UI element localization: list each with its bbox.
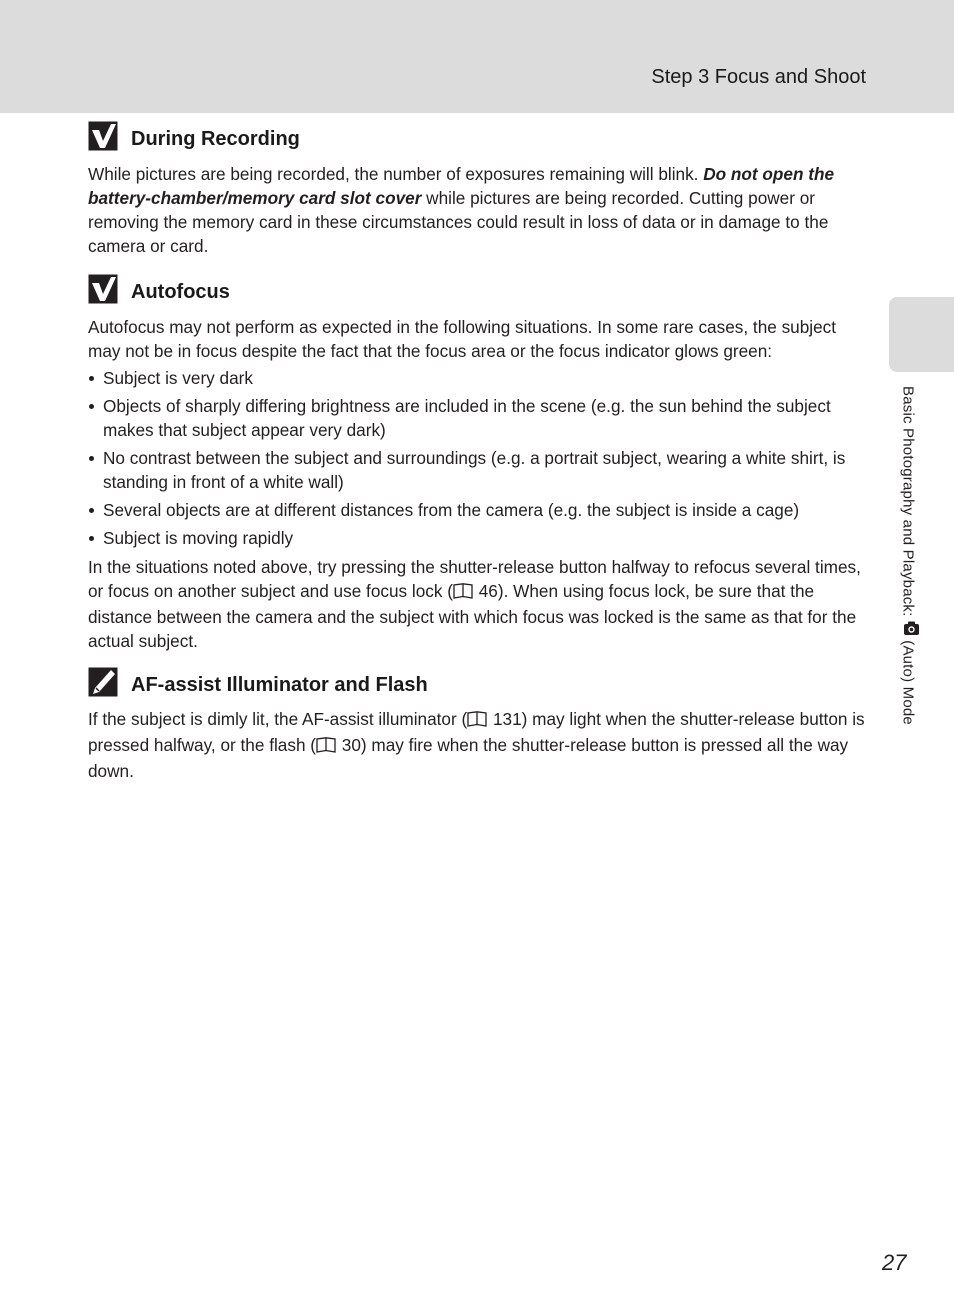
page-reference: 131 [488,709,522,729]
body-text: ) may light when the shutter-release button is pressed halfway, or the flash ( [88,709,865,755]
header-band [0,0,954,113]
note-pencil-icon [88,667,118,697]
body-text: while pictures are being recorded. Cutting power or removing the memory card in these circumstances could result in loss of data or in damage to the camera or card. [88,188,829,256]
side-tab-text [896,386,920,806]
book-reference-icon [316,735,336,759]
section-heading-af-assist [88,665,428,697]
section-title: AF-assist Illuminator and Flash [131,674,428,696]
body-text: ). When using focus lock, be sure that the distance between the camera and the subject with which focus was locked is the same as that for the actual subject. [88,581,857,651]
book-reference-icon [467,709,487,733]
list-item: No contrast between the subject and surroundings (e.g. a portrait subject, wearing a white shirt, is standing in front of a white wall) [88,446,868,494]
body-text: In the situations noted above, try pressing the shutter-release button halfway to refocus several times, or focus on another subject and use focus lock ( [88,557,861,601]
section-intro-autofocus: Autofocus may not perform as expected in the following situations. In some rare cases, the subject may not be in focus despite the fact that the focus area or the focus indicator glows green: [88,317,837,361]
side-tab [889,297,954,372]
body-text: While pictures are being recorded, the number of exposures remaining will blink. [88,164,704,184]
caution-check-icon [88,121,118,151]
camera-icon [903,621,921,636]
caution-check-icon [88,274,118,304]
list-item: Subject is very dark [88,366,868,390]
autofocus-bullet-list [88,366,868,554]
list-item: Subject is moving rapidly [88,526,868,550]
section-heading-autofocus [88,272,230,304]
section-outro-autofocus [88,555,868,653]
side-tab-text-after: (Auto) Mode [899,635,917,725]
section-title: During Recording [131,128,300,150]
section-title: Autofocus [131,281,230,303]
emphasis-text: Do not open the battery-chamber/memory card slot cover [88,164,835,208]
list-item: Several objects are at different distances from the camera (e.g. the subject is inside a cage) [88,498,868,522]
page-reference: 30 [337,735,361,755]
book-reference-icon [453,581,473,605]
list-item: Objects of sharply differing brightness are included in the scene (e.g. the sun behind the subject makes that subject appear very dark) [88,394,868,442]
page-number: 27 [882,1250,907,1275]
section-heading-during-recording [88,119,300,151]
page-reference: 46 [473,581,498,601]
body-text: If the subject is dimly lit, the AF-assist illuminator ( [88,709,468,729]
body-text: ) may fire when the shutter-release button is pressed all the way down. [88,735,849,781]
header-title: Step 3 Focus and Shoot [651,66,866,88]
section-body-af-assist [88,707,868,783]
side-tab-text-before: Basic Photography and Playback: [899,386,917,621]
section-body-during-recording [88,162,868,258]
